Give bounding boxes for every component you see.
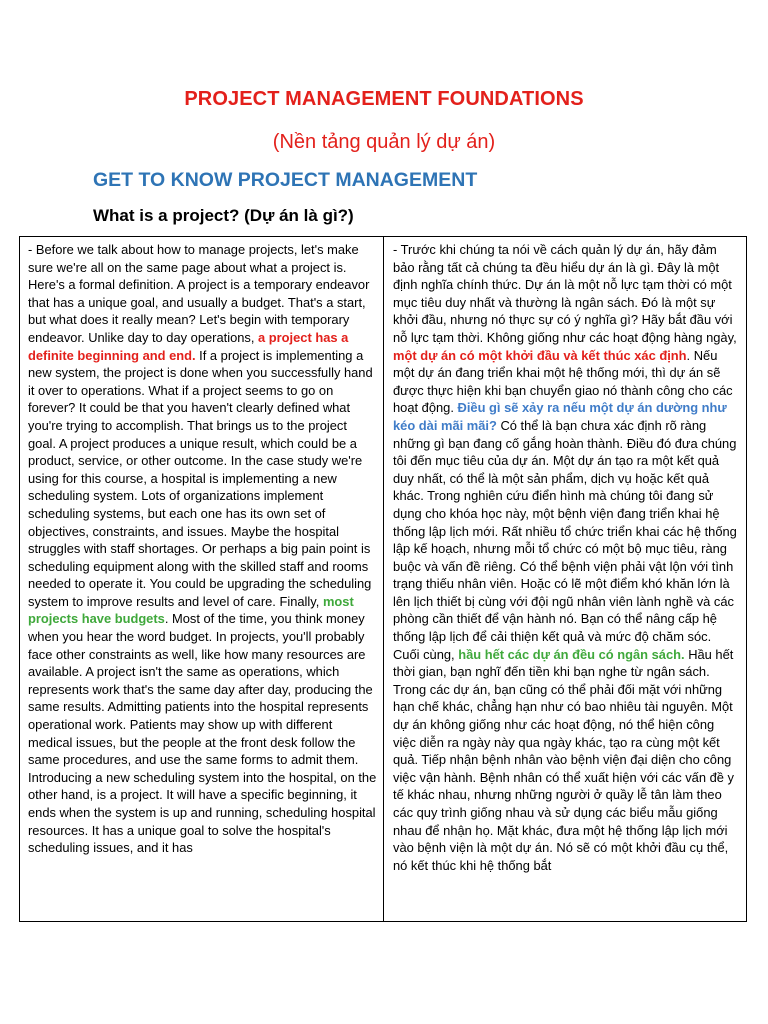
english-highlight-beginning-end: a project has a definite beginning and end. — [28, 329, 349, 363]
vietnamese-text-1: - Trước khi chúng ta nói về cách quản lý dự án, hãy đảm bảo rằng tất cả chúng ta đều hiểu dự án là gì. Đây là một định nghĩa chính thức. Dự án là một nỗ lực tạm thời có một mục tiêu duy nhất và thường là ngân sách. Đó là một sự khởi đầu, nhưng nó thực sự có ý nghĩa gì? Hãy bắt đầu với nỗ lực tạm thời. Không giống như các hoạt động hàng ngày, — [393, 242, 737, 345]
bilingual-table — [19, 236, 747, 922]
question-heading: What is a project? (Dự án là gì?) — [93, 206, 354, 225]
vietnamese-text-3: Có thể là bạn chưa xác định rõ ràng những gì bạn đang cố gắng hoàn thành. Điều đó đưa chúng tôi đến mục tiêu của dự án. Một dự án tạo ra một kết quả duy nhất, có thể là một sản phẩm, dịch vụ hoặc kết quả khác. Trong nghiên cứu điển hình mà chúng tôi đang sử dụng cho khóa học này, một bệnh viện đang triển khai hệ thống lập lịch mới. Rất nhiều tổ chức triển khai các hệ thống lập kế hoạch, nhưng mỗi tổ chức có một bộ mục tiêu, ràng buộc và vấn đề riêng. Có thể bệnh viện phải vật lộn với tình trạng thiếu nhân viên. Hoặc có lẽ một điểm khó khăn lớn là lên lịch thiết bị cùng với đội ngũ nhân viên lành nghề và các phòng cần thiết để vận hành nó. Bạn có thể nâng cấp hệ thống lập lịch để cải thiện kết quả và mức độ chăm sóc. Cuối cùng, — [393, 417, 737, 662]
english-text-2: If a project is implementing a new system, the project is done when you successfully hand it over to operations. What if a project seems to go on forever? It could be that you haven't clearly defined what you're trying to accomplish. That brings us to the project goal. A project produces a unique result, which could be a product, service, or other outcome. In the case study we're using for this course, a hospital is implementing a new scheduling system. Lots of organizations implement scheduling systems, but each one has its own set of objectives, constraints, and issues. Maybe the hospital struggles with staff shortages. Or perhaps a big pain point is scheduling equipment along with the skilled staff and rooms needed to operate it. You could be upgrading the scheduling system to improve results and level of care. Finally, — [28, 347, 373, 609]
vietnamese-cell — [384, 237, 746, 921]
vietnamese-text-4: Hầu hết thời gian, bạn nghĩ đến tiền khi bạn nghe từ ngân sách. Trong các dự án, bạn cũng có thể phải đối mặt với những hạn chế khác, chẳng hạn như có bao nhiêu tài nguyên. Một dự án không giống như các hoạt động, nó thể hiện công việc diễn ra ngày này qua ngày khác, tạo ra cùng một kết quả. Tiếp nhận bệnh nhân vào bệnh viện đại diện cho công việc vận hành. Bệnh nhân có thể xuất hiện với các vấn đề y tế khác nhau, nhưng những người ở quầy lễ tân làm theo các quy trình giống nhau và sử dụng các biểu mẫu giống nhau để nhận họ. Mặt khác, đưa một hệ thống lập lịch mới vào bệnh viện là một dự án. Nó sẽ có một khởi đầu cụ thể, nó kết thúc khi hệ thống bắt — [393, 646, 734, 873]
vietnamese-highlight-beginning-end: một dự án có một khởi đầu và kết thúc xác định — [393, 347, 687, 363]
english-paragraph — [28, 241, 377, 857]
section-heading: GET TO KNOW PROJECT MANAGEMENT — [93, 169, 478, 191]
vietnamese-highlight-forever: Điều gì sẽ xảy ra nếu một dự án dường như kéo dài mãi mãi? — [393, 400, 727, 433]
vietnamese-highlight-budgets: hầu hết các dự án đều có ngân sách. — [458, 646, 685, 662]
document-title: PROJECT MANAGEMENT FOUNDATIONS — [184, 88, 584, 110]
english-cell — [20, 237, 383, 921]
vietnamese-paragraph — [393, 241, 740, 874]
english-text-3: . Most of the time, you think money when you hear the word budget. In projects, you'll probably face other constraints as well, like how many resources are available. A project isn't the same as operations, which represents work that's the same day after day, producing the same results. Admitting patients into the hospital represents operational work. Patients may show up with different medical issues, but the people at the front desk follow the same procedures, and use the same forms to admit them. Introducing a new scheduling system into the hospital, on the other hand, is a project. It will have a specific beginning, it ends when the system is up and running, scheduling hospital resources. It has a unique goal to solve the hospital's scheduling issues, and it has — [28, 611, 377, 856]
document-subtitle: (Nền tảng quản lý dự án) — [272, 131, 496, 153]
english-highlight-budgets: most projects have budgets — [28, 593, 354, 627]
vietnamese-text-2: . Nếu một dự án đang triển khai một hệ thống mới, thì dự án sẽ được thực hiện khi bạn chuyển giao nó thành công cho các hoạt động. — [393, 347, 733, 416]
english-text-1: - Before we talk about how to manage projects, let's make sure we're all on the same page about what a project is. Here's a formal definition. A project is a temporary endeavor that has a unique goal, and usually a budget. That's a start, but what does it really mean? Let's begin with temporary endeavor. Unlike day to day operations, — [28, 242, 370, 345]
